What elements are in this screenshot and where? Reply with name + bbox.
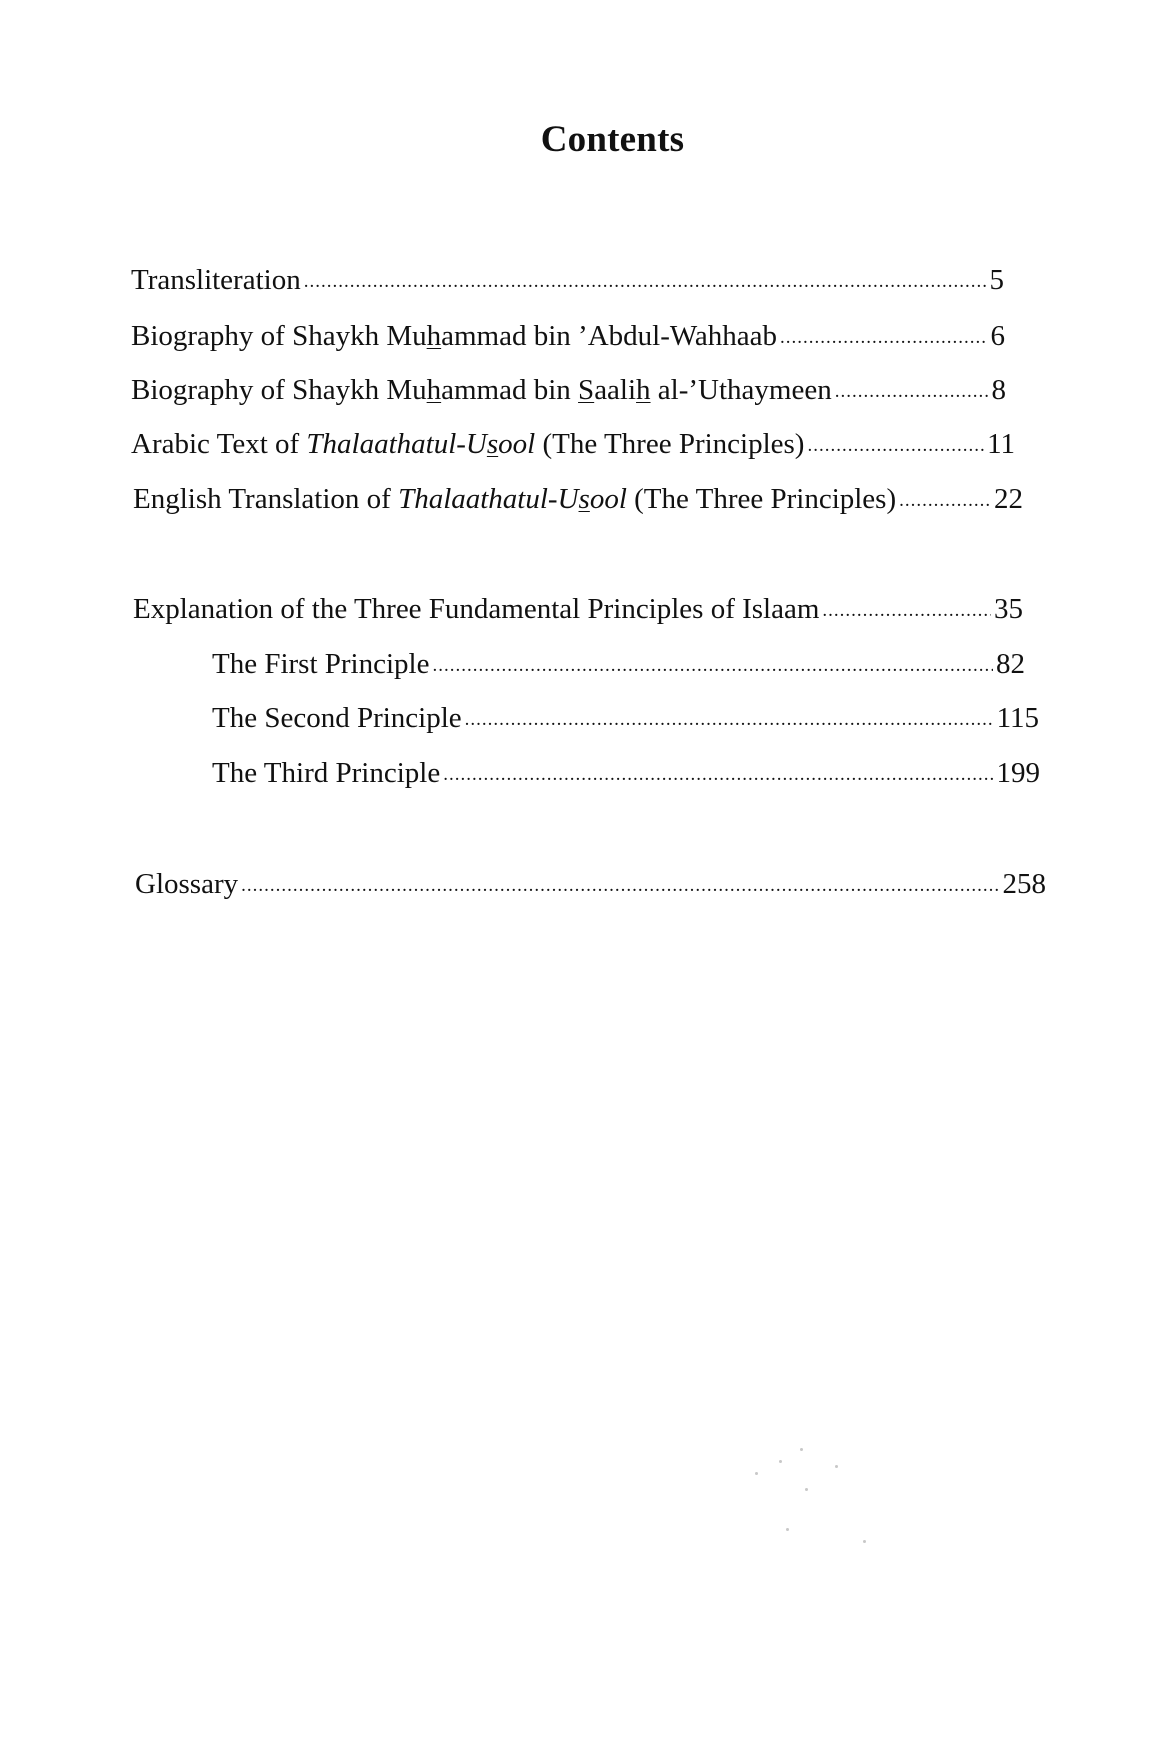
toc-title-segment: ammad bin [441,374,579,406]
dot-leader [241,868,999,904]
toc-entry[interactable] [131,262,1004,302]
toc-title-segment: h [426,374,442,406]
toc-title-segment: Biography of Shaykh Mu [131,320,427,352]
dot-leader [835,374,989,410]
speck [800,1448,803,1451]
toc-entry[interactable] [131,318,1005,358]
toc-title-segment: al-’Uthaymeen [650,374,832,406]
toc-title-segment: Transliteration [131,264,301,296]
toc-entry-title [212,700,462,736]
dot-leader [304,264,987,300]
toc-entry-page: 5 [989,264,1004,296]
toc-title-segment: Arabic Text of [131,428,307,460]
toc-entry[interactable] [133,591,1023,631]
dot-leader [465,702,994,738]
toc-entry-title [133,591,819,627]
dot-leader [822,593,991,629]
toc-entry-title [131,426,804,462]
toc-entry[interactable] [131,372,1006,412]
toc-entry[interactable] [212,646,1025,686]
toc-title-segment: The First Principle [212,648,430,680]
toc-entry[interactable] [212,755,1040,795]
toc-title-segment: English Translation of [133,483,399,515]
dot-leader [780,320,987,356]
toc-title-segment: Biography of Shaykh Mu [131,374,427,406]
speck [863,1540,866,1543]
toc-entry-title [212,755,440,791]
speck [779,1460,782,1463]
toc-title-segment: Glossary [135,868,239,900]
speck [835,1465,838,1468]
toc-entry-page: 11 [987,428,1015,460]
paper-specks [745,1420,885,1570]
dot-leader [443,757,993,793]
toc-title-segment: The Second Principle [212,702,462,734]
toc-entry[interactable] [133,481,1023,521]
dot-leader [432,648,993,684]
toc-entry-page: 82 [996,648,1025,680]
speck [805,1488,808,1491]
toc-title-segment: s [578,483,590,515]
toc-title-segment: h [636,374,651,406]
toc-entry-page: 258 [1002,868,1046,900]
speck [786,1528,789,1531]
toc-title-segment: aali [594,374,637,406]
toc-entry[interactable] [131,426,1015,466]
toc-entry-title [135,866,238,902]
toc-entry-page: 22 [994,483,1023,515]
toc-entry-page: 35 [994,593,1023,625]
toc-title-segment: (The Three Principles) [535,428,805,460]
toc-entry-page: 199 [996,757,1040,789]
dot-leader [899,483,991,519]
toc-title-segment: S [578,374,595,406]
toc-entry-title [131,318,777,354]
toc-title-segment: ool [498,428,536,460]
toc-entry-page: 8 [991,374,1006,406]
toc-title-segment: (The Three Principles) [626,483,897,515]
toc-entry-page: 115 [996,702,1039,734]
toc-entry[interactable] [135,866,1046,906]
toc-title-segment: The Third Principle [212,757,441,789]
toc-entry-title [212,646,429,682]
toc-title-segment: ool [589,483,627,515]
dot-leader [807,428,984,464]
toc-entry-page: 6 [990,320,1005,352]
toc-title-segment: ammad bin ’Abdul-Wahhaab [441,320,778,352]
toc-title-segment: h [426,320,442,352]
toc-entry-title [131,262,301,298]
toc-title-segment: s [486,428,499,460]
toc-title-segment: Explanation of the Three Fundamental Principles of Islaam [133,593,820,625]
toc-entry-title [133,481,896,517]
toc-entry[interactable] [212,700,1039,740]
page-title: Contents [540,119,685,160]
speck [755,1472,758,1475]
toc-title-segment: Thalaathatul-U [306,428,487,460]
toc-entry-title [131,372,832,408]
toc-title-segment: Thalaathatul-U [398,483,579,515]
